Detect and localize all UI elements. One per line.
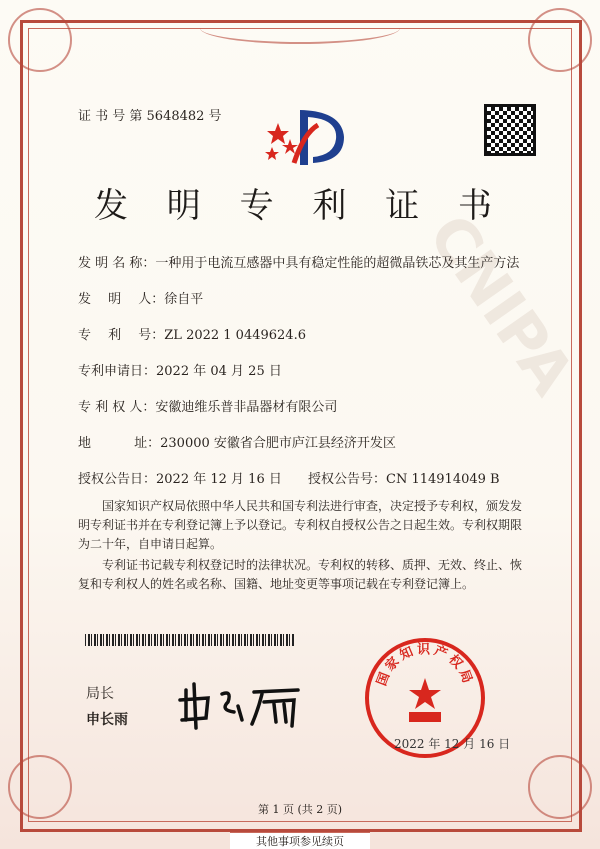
field-inventor: 发 明 人：徐自平	[78, 292, 204, 307]
cnipa-logo	[258, 105, 348, 170]
barcode	[85, 634, 295, 646]
field-address: 地 址：230000 安徽省合肥市庐江县经济开发区	[78, 436, 396, 451]
paragraph-legal-status: 专利证书记载专利权登记时的法律状况。专利权的转移、质押、无效、终止、恢复和专利权人的姓名或名称、国籍、地址变更等事项记载在专利登记簿上。	[78, 558, 523, 591]
page-info: 第 1 页 (共 2 页)	[257, 803, 343, 816]
footer-note: 其他事项参见续页	[230, 832, 370, 849]
field-grant-date: 授权公告日：2022 年 12 月 16 日	[78, 472, 282, 487]
certificate-number: 证 书 号 第 5648482 号	[78, 109, 222, 124]
svg-text:国家知识产权局: 国家知识产权局	[374, 642, 476, 689]
director-title: 局长	[86, 686, 114, 702]
field-patentee: 专 利 权 人：安徽迪维乐普非晶器材有限公司	[78, 400, 338, 415]
field-announcement-number: 授权公告号：CN 114914049 B	[308, 472, 500, 487]
director-name: 申长雨	[86, 712, 128, 728]
corner-ornament	[528, 8, 592, 72]
paragraph-grant: 国家知识产权局依照中华人民共和国专利法进行审查，决定授予专利权，颁发发明专利证书并在专利登记簿上予以登记。专利权自授权公告之日起生效。专利权期限为二十年，自申请日起算。	[78, 499, 523, 551]
field-patent-number: 专 利 号：ZL 2022 1 0449624.6	[78, 328, 306, 343]
field-filing-date: 专利申请日：2022 年 04 月 25 日	[78, 364, 282, 379]
signature	[178, 680, 308, 730]
seal-date: 2022 年 12 月 16 日	[394, 737, 511, 751]
page-title: 发 明 专 利 证 书	[93, 186, 507, 226]
qr-code	[484, 104, 536, 156]
corner-ornament	[8, 8, 72, 72]
watermark: CNIPA	[414, 202, 588, 408]
top-ornament	[200, 12, 400, 44]
field-invention-name: 发 明 名 称：一种用于电流互感器中具有稳定性能的超微晶铁芯及其生产方法	[78, 256, 520, 271]
